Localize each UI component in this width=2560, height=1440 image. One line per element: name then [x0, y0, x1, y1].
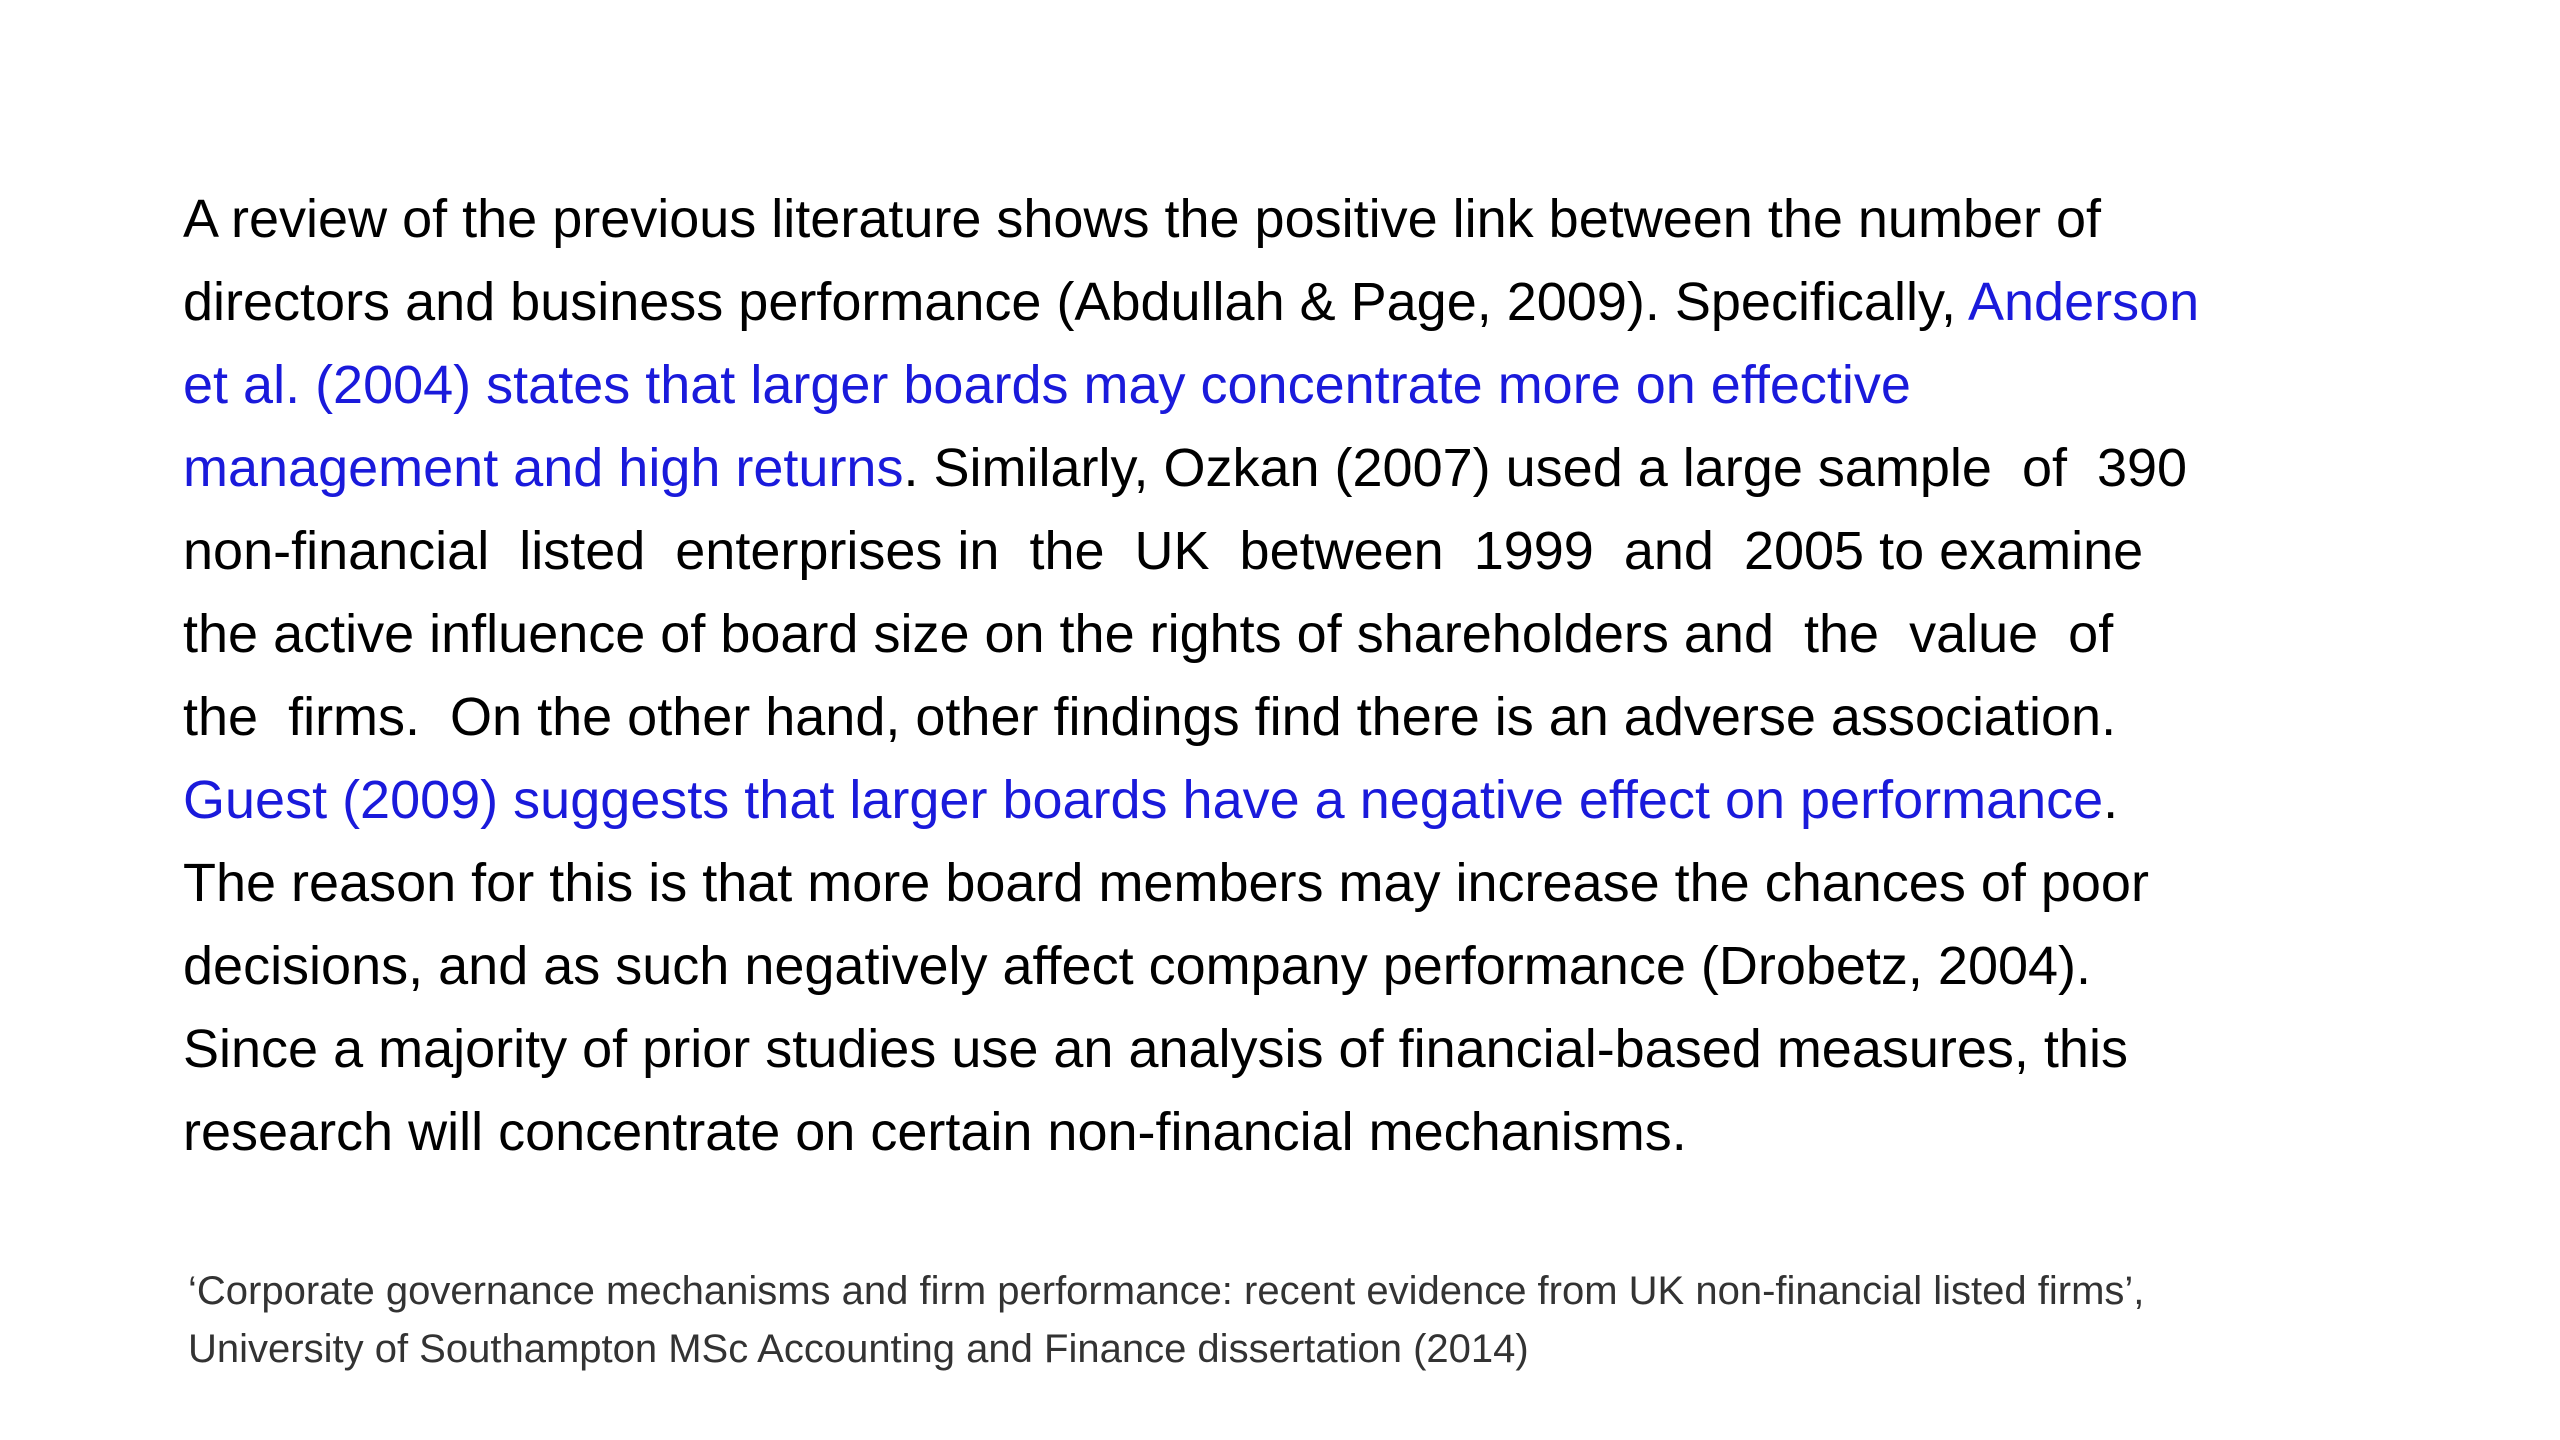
quote-line-3	[183, 344, 2423, 427]
quote-line-10	[183, 925, 2423, 1008]
quote-line-1	[183, 178, 2423, 261]
highlighted-text: Guest (2009) suggests that larger boards have a negative effect on performance	[183, 770, 2104, 830]
quote-text: directors and business performance (Abdullah & Page, 2009). Specifically,	[183, 272, 1968, 332]
citation-line-1: ‘Corporate governance mechanisms and firm performance: recent evidence from UK non-financial listed firms’,	[188, 1269, 2145, 1313]
quote-line-5	[183, 510, 2423, 593]
quote-line-7	[183, 676, 2423, 759]
quote-text: non-financial listed enterprises in the UK between 1999 and 2005 to examine	[183, 521, 2144, 581]
quote-line-6	[183, 593, 2423, 676]
quote-line-8	[183, 759, 2423, 842]
quote-text: . Similarly, Ozkan (2007) used a large sample of 390	[903, 438, 2188, 498]
quote-text: .	[2103, 770, 2119, 830]
quote-line-11	[183, 1008, 2423, 1091]
quote-line-9	[183, 842, 2423, 925]
quote-paragraph	[183, 178, 2423, 1174]
citation-line-2: University of Southampton MSc Accounting and Finance dissertation (2014)	[188, 1327, 1529, 1371]
quote-text: the active influence of board size on the rights of shareholders and the value of	[183, 604, 2114, 664]
quote-text: research will concentrate on certain non-financial mechanisms.	[183, 1102, 1687, 1162]
quote-text: The reason for this is that more board members may increase the chances of poor	[183, 853, 2149, 913]
quote-text: decisions, and as such negatively affect company performance (Drobetz, 2004).	[183, 936, 2092, 996]
quote-line-2	[183, 261, 2423, 344]
quote-text: Since a majority of prior studies use an analysis of financial-based measures, this	[183, 1019, 2128, 1079]
quote-line-4	[183, 427, 2423, 510]
quote-text: the firms. On the other hand, other findings find there is an adverse association.	[183, 687, 2117, 747]
quote-text: A review of the previous literature shows the positive link between the number of	[183, 189, 2102, 249]
source-citation	[188, 1262, 2428, 1378]
highlighted-text: Anderson	[1967, 272, 2200, 332]
highlighted-text: et al. (2004) states that larger boards may concentrate more on effective	[183, 355, 1911, 415]
highlighted-text: management and high returns	[183, 438, 904, 498]
quote-line-12	[183, 1091, 2423, 1174]
